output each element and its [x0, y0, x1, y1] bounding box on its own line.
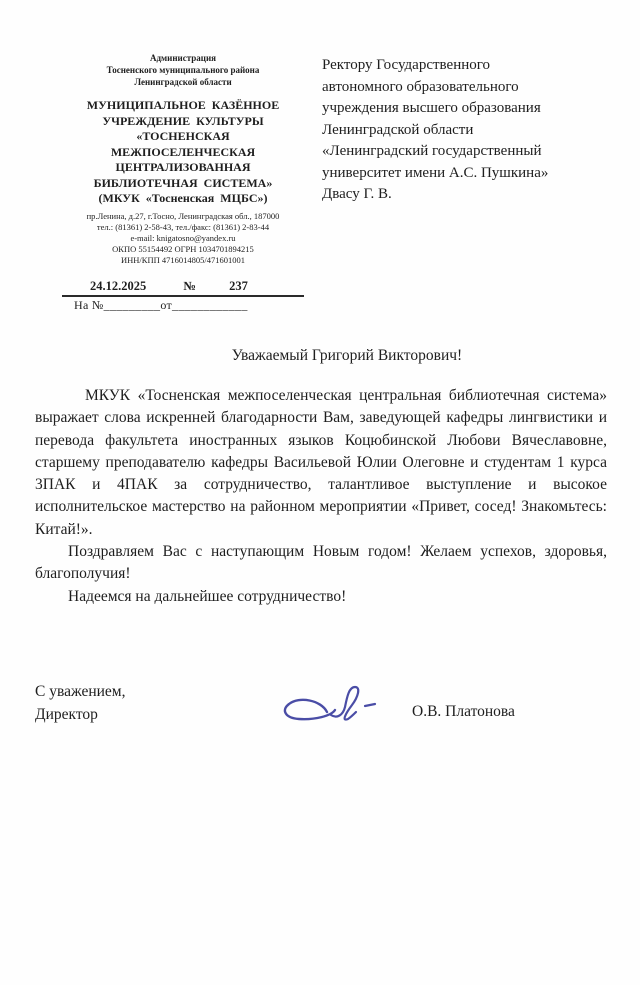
signer-title: Директор [35, 706, 98, 723]
body-paragraph: Надеемся на дальнейшее сотрудничество! [68, 587, 347, 605]
body-paragraph: МКУК «Тосненская межпоселенческая центральная библиотечная система» выражает слова искренней благодарности Вам, заведующей кафедры лингвистики и перевода факультета иностранных языков Коцюбинской Любови Вячеславовне, старшему преподавателю кафедры Васильевой Юлии Олеговне и студентам 1 курса 3ПАК и 4ПАК за сотрудничество, талантливое выступление и высокое исполнительское мастерство на районном мероприятии «Привет, сосед! Знакомьтесь: Китай!». [35, 387, 607, 538]
reference-row: На №_________от____________ [74, 297, 248, 312]
email-address: e-mail: knigatosno@yandex.ru [130, 232, 236, 243]
admin-line: Тосненского муниципального района [106, 65, 260, 75]
recipient-name: Двасу Г. В. [322, 186, 392, 202]
signature-block [35, 680, 607, 740]
postal-address: пр.Ленина, д.27, г.Тосно, Ленинградская обл., 187000 [86, 210, 280, 221]
org-name-line: МУНИЦИПАЛЬНОЕ КАЗЁННОЕ [86, 98, 280, 112]
org-name-line: БИБЛИОТЕЧНАЯ СИСТЕМА» [93, 175, 273, 190]
org-name-line: ЦЕНТРАЛИЗОВАННАЯ [115, 160, 251, 174]
recipient-line: учреждения высшего образования [322, 100, 541, 116]
date-number-row [62, 279, 304, 297]
recipient-line: Ленинградской области [322, 121, 474, 138]
closing-phrase: С уважением, [35, 683, 126, 700]
recipient-line: «Ленинградский государственный [322, 143, 542, 159]
admin-line: Ленинградской области [134, 77, 232, 87]
contact-info [58, 211, 308, 266]
phone-fax: тел.: (81361) 2-58-43, тел./факс: (81361) 2-83-44 [96, 221, 270, 232]
recipient-line: университет имени А.С. Пушкина» [322, 164, 549, 181]
salutation: Уважаемый Григорий Викторович! [231, 347, 463, 364]
okpo-ogrn: ОКПО 55154492 ОГРН 1034701894215 [112, 243, 254, 254]
org-name-line: «ТОСНЕНСКАЯ [136, 129, 230, 143]
organization-name [58, 98, 308, 207]
signer-name: О.В. Платонова [412, 703, 515, 720]
org-name-line: (МКУК «Тосненская МЦБС») [98, 191, 268, 205]
recipient-line: Ректору Государственного [322, 57, 491, 73]
recipient-block [322, 55, 617, 206]
number-sign: № [183, 278, 196, 293]
letter-number: 237 [229, 278, 248, 293]
body-paragraph: Поздравляем Вас с наступающим Новым годом! Желаем успехов, здоровья, благополучия! [35, 543, 607, 583]
org-name-line: МЕЖПОСЕЛЕНЧЕСКАЯ [110, 144, 256, 159]
admin-line: Администрация [149, 53, 216, 63]
org-name-line: УЧРЕЖДЕНИЕ КУЛЬТУРЫ [102, 113, 264, 128]
letter-body [35, 385, 607, 608]
handwritten-signature-ink [275, 682, 387, 728]
letter-date: 24.12.2025 [90, 278, 147, 293]
letterhead-administration [58, 52, 308, 88]
letterhead [58, 52, 308, 313]
inn-kpp: ИНН/КПП 4716014805/471601001 [121, 254, 245, 265]
recipient-line: автономного образовательного [322, 78, 519, 95]
